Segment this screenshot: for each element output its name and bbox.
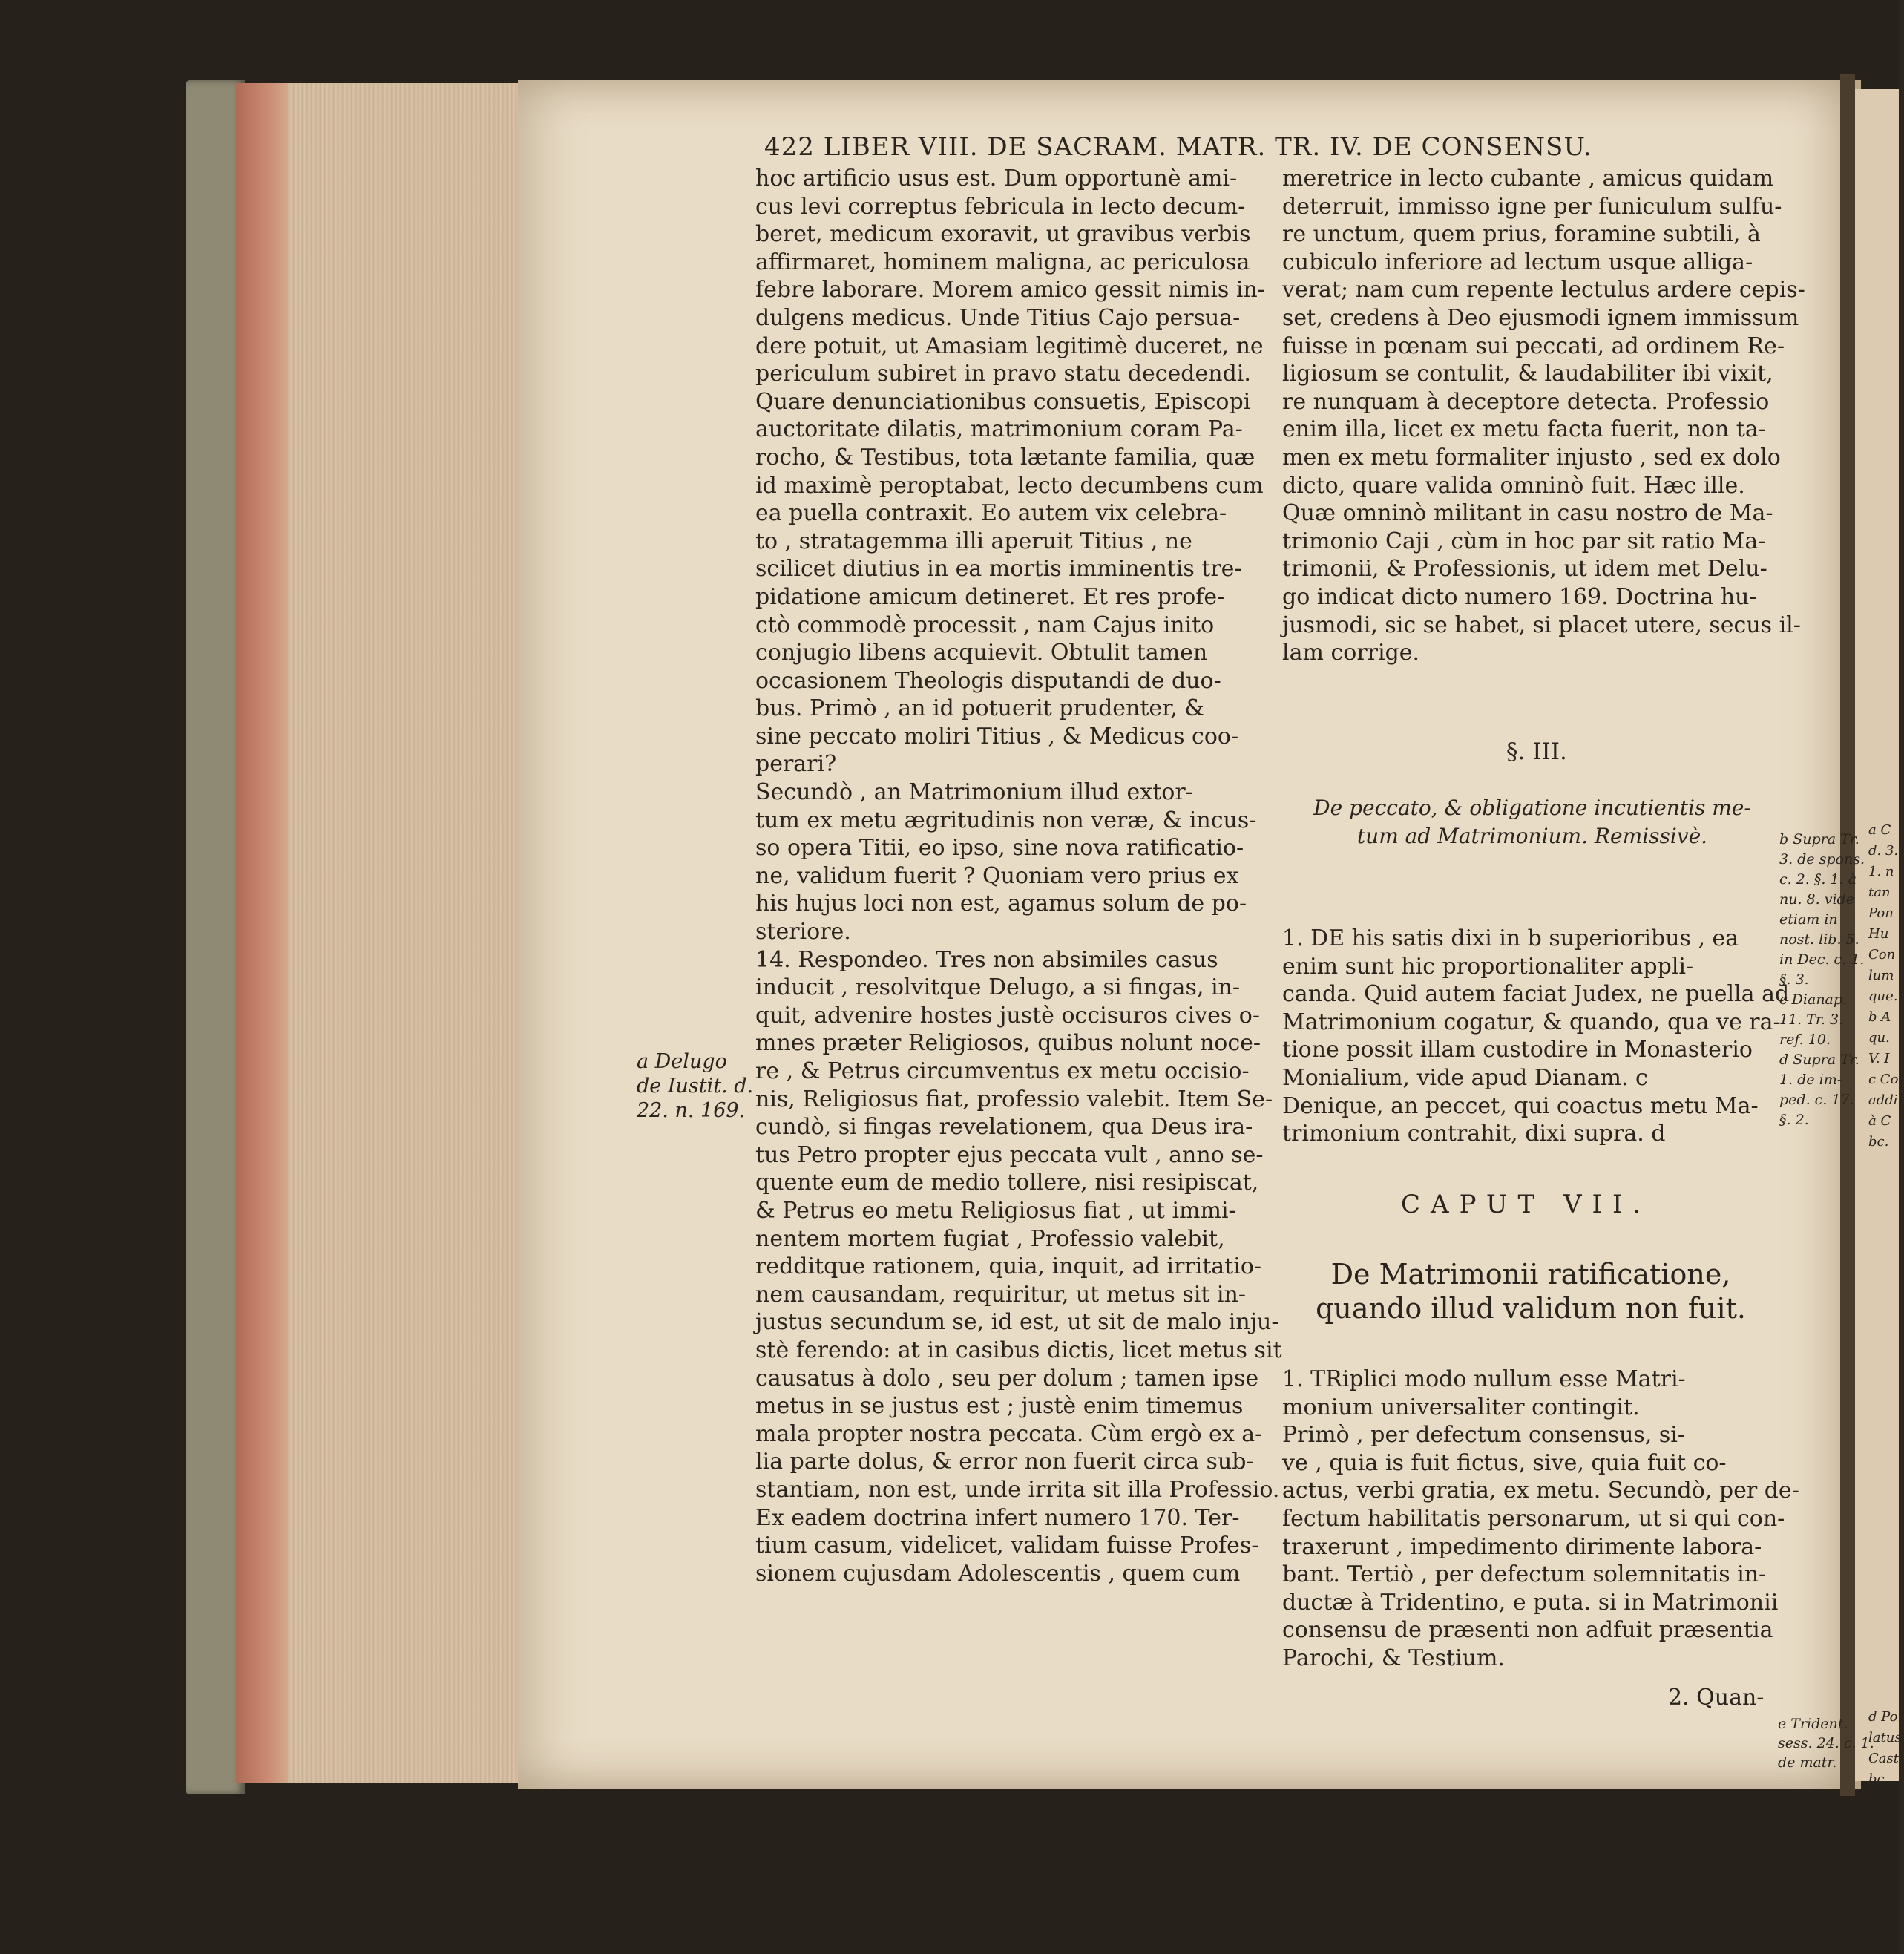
margin-note: Pon <box>1868 905 1894 921</box>
margin-note: b A <box>1868 1009 1891 1025</box>
margin-note: de matr. <box>1778 1754 1837 1771</box>
text-line: dulgens medicus. Unde Titius Cajo persua- <box>755 304 1241 331</box>
text-line: trimonio Caji , cùm in hoc par sit ratio Ma- <box>1282 528 1766 554</box>
text-line: stè ferendo: at in casibus dictis, licet metus sit <box>755 1337 1282 1363</box>
text-line: periculum subiret in pravo statu decedendi. <box>755 361 1251 387</box>
running-header: 422 LIBER VIII. DE SACRAM. MATR. TR. IV. DE CONSENSU. <box>764 132 1592 162</box>
text-line: enim sunt hic proportionaliter appli- <box>1282 953 1694 980</box>
text-line: consensu de præsenti non adfuit præsentia <box>1282 1617 1773 1644</box>
text-line: bus. Primò , an id potuerit prudenter, & <box>755 695 1205 722</box>
text-line: Parochi, & Testium. <box>1282 1645 1505 1671</box>
text-line: go indicat dicto numero 169. Doctrina hu- <box>1282 583 1757 610</box>
margin-note-left <box>637 1049 753 1123</box>
text-line: trimonii, & Professionis, ut idem met Delu- <box>1282 556 1767 583</box>
text-line: redditque rationem, quia, inquit, ad irritatio- <box>755 1253 1262 1280</box>
text-line: beret, medicum exoravit, ut gravibus verbis <box>755 221 1251 248</box>
text-line: ne, validum fuerit ? Quoniam vero prius ex <box>755 862 1239 889</box>
text-line: cundò, si fingas revelationem, qua Deus ira- <box>755 1114 1253 1141</box>
margin-note: Con <box>1868 947 1896 963</box>
text-line: jusmodi, sic se habet, si placet utere, secus il- <box>1282 612 1801 638</box>
text-line: & Petrus eo metu Religiosus fiat , ut immi- <box>755 1197 1236 1224</box>
text-line: ductæ à Tridentino, e puta. si in Matrimonii <box>1282 1589 1779 1616</box>
margin-note: 1. de im- <box>1779 1072 1842 1088</box>
text-line: Quæ omninò militant in casu nostro de Ma- <box>1282 500 1773 527</box>
text-line: re nunquam à deceptore detecta. Professio <box>1282 388 1770 415</box>
margin-note: nost. lib. 5. <box>1779 931 1859 948</box>
text-line: tione possit illam custodire in Monasterio <box>1282 1037 1753 1063</box>
margin-note: qu. <box>1868 1030 1890 1046</box>
margin-note: nu. 8. vide <box>1779 891 1854 908</box>
text-line: conjugio libens acquievit. Obtulit tamen <box>755 640 1208 666</box>
margin-note: bc. <box>1868 1771 1889 1787</box>
adjacent-page-margin-bottom <box>1868 1707 1904 1790</box>
text-line: verat; nam cum repente lectulus ardere cepis- <box>1282 277 1805 304</box>
text-line: Denique, an peccet, qui coactus metu Ma- <box>1282 1092 1759 1119</box>
margin-note: c Dianap. <box>1779 991 1848 1008</box>
text-line: inducit , resolvitque Delugo, a si fingas, in- <box>755 974 1241 1001</box>
margin-note: §. 3. <box>1779 971 1809 988</box>
text-line: 1. DE his satis dixi in b superioribus , ea <box>1282 925 1739 951</box>
text-line: steriore. <box>755 919 851 945</box>
adjacent-page-margin <box>1868 820 1898 1153</box>
text-line: ea puella contraxit. Eo autem vix celebra- <box>755 500 1227 527</box>
margin-note: b Supra Tr. <box>1779 831 1859 848</box>
text-line: bant. Tertiò , per defectum solemnitatis in- <box>1282 1561 1767 1588</box>
text-line: cubiculo inferiore ad lectum usque alliga- <box>1282 249 1753 275</box>
text-line: ve , quia is fuit fictus, sive, quia fuit co- <box>1282 1449 1727 1476</box>
text-line: nem causandam, requiritur, ut metus sit in- <box>755 1281 1246 1308</box>
margin-notes-right-bottom <box>1778 1714 1874 1772</box>
margin-note: d Supra Tr. <box>1779 1052 1859 1068</box>
text-line: hoc artificio usus est. Dum opportunè ami- <box>755 165 1238 191</box>
text-line: ctò commodè processit , nam Cajus inito <box>755 612 1215 638</box>
text-line: rocho, & Testibus, tota lætante familia, quæ <box>755 444 1255 471</box>
text-line: sine peccato moliri Titius , & Medicus coo- <box>755 723 1239 750</box>
text-line: Ex eadem doctrina infert numero 170. Ter- <box>755 1504 1240 1531</box>
text-line: Monialium, vide apud Dianam. c <box>1282 1064 1648 1091</box>
text-line: ligiosum se contulit, & laudabiliter ibi vixit, <box>1282 361 1773 387</box>
right-column-bottom <box>1282 1365 1799 1673</box>
text-line: enim illa, licet ex metu facta fuerit, non ta- <box>1282 416 1766 443</box>
text-line: Quare denunciationibus consuetis, Episcopi <box>755 388 1251 415</box>
margin-note: de Iustit. d. <box>637 1075 754 1098</box>
left-column <box>755 165 1282 1587</box>
margin-note: 1. n <box>1868 864 1894 879</box>
text-line: lam corrige. <box>1282 640 1420 666</box>
margin-note: addi <box>1868 1092 1898 1108</box>
text-line: quit, advenire hostes justè occisuros cives o- <box>755 1002 1261 1029</box>
text-line: pidatione amicum detineret. Et res profe- <box>755 583 1225 610</box>
margin-note: à C <box>1868 1113 1891 1129</box>
text-line: febre laborare. Morem amico gessit nimis in- <box>755 277 1265 304</box>
text-line: scilicet diutius in ea mortis imminentis tre- <box>755 556 1242 583</box>
text-line: perari? <box>755 751 837 778</box>
text-line: sionem cujusdam Adolescentis , quem cum <box>755 1560 1241 1587</box>
text-line: nentem mortem fugiat , Professio valebit, <box>755 1225 1225 1252</box>
margin-note: in Dec. c. 1. <box>1779 951 1865 968</box>
margin-note: c Co <box>1868 1072 1899 1087</box>
margin-note: 3. de spons. <box>1779 851 1865 868</box>
margin-note: sess. 24. c. 1. <box>1778 1735 1874 1751</box>
margin-note: ref. 10. <box>1779 1032 1831 1048</box>
text-line: occasionem Theologis disputandi de duo- <box>755 667 1221 694</box>
chapter-title: De Matrimonii ratificatione, quando illud validum non fuit. <box>1316 1258 1746 1325</box>
margin-note: latus <box>1868 1730 1902 1745</box>
text-line: so opera Titii, eo ipso, sine nova ratificatio- <box>755 835 1244 862</box>
text-line: set, credens à Deo ejusmodi ignem immissum <box>1282 304 1799 331</box>
margin-note: e Trident. <box>1778 1716 1848 1732</box>
text-line: to , stratagemma illi aperuit Titius , ne <box>755 528 1192 554</box>
margin-note: §. 2. <box>1779 1112 1809 1128</box>
margin-note: d Por <box>1868 1709 1904 1725</box>
text-line: men ex metu formaliter injusto , sed ex dolo <box>1282 444 1781 471</box>
text-line: dicto, quare valida omninò fuit. Hæc ille. <box>1282 472 1745 499</box>
text-line: deterruit, immisso igne per funiculum sulfu- <box>1282 193 1782 220</box>
margin-note: c. 2. §. 1. à <box>1779 871 1857 888</box>
text-line: mala propter nostra peccata. Cùm ergò ex a- <box>755 1420 1263 1447</box>
page-edges <box>236 83 518 1783</box>
text-line: tus Petro propter ejus peccata vult , anno se- <box>755 1141 1264 1168</box>
text-line: trimonium contrahit, dixi supra. d <box>1282 1121 1666 1147</box>
text-line: justus secundum se, id est, ut sit de malo inju- <box>755 1309 1279 1336</box>
margin-note: a Delugo <box>637 1050 727 1073</box>
section-title: De peccato, & obligatione incutientis me- tum ad Matrimonium. Remissivè. <box>1313 796 1751 848</box>
chapter-heading: CAPUT VII. <box>1401 1190 1652 1219</box>
text-line: 1. TRiplici modo nullum esse Matri- <box>1282 1366 1686 1392</box>
margin-note: a C <box>1868 822 1891 838</box>
section-heading: §. III. <box>1506 738 1567 765</box>
margin-notes-right <box>1779 830 1865 1130</box>
right-column-mid <box>1282 925 1789 1148</box>
text-line: causatus à dolo , seu per dolum ; tamen ipse <box>755 1365 1259 1391</box>
text-line: traxerunt , impedimento dirimente labora- <box>1282 1533 1762 1560</box>
margin-note: Hu <box>1868 926 1889 942</box>
margin-note: 11. Tr. 3. <box>1779 1012 1844 1028</box>
margin-note: Cast <box>1868 1751 1899 1766</box>
text-line: fectum habilitatis personarum, ut si qui con- <box>1282 1505 1785 1532</box>
text-line: cus levi correptus febricula in lecto decum- <box>755 193 1246 220</box>
text-line: dere potuit, ut Amasiam legitimè duceret, ne <box>755 332 1264 359</box>
text-line: tium casum, videlicet, validam fuisse Profes- <box>755 1532 1259 1559</box>
margin-note: bc. <box>1868 1134 1889 1150</box>
margin-note: etiam in <box>1779 911 1838 928</box>
text-line: quente eum de medio tollere, nisi resipiscat, <box>755 1170 1259 1196</box>
text-line: nis, Religiosus fiat, professio valebit. Item Se- <box>755 1086 1273 1112</box>
margin-note: d. 3. <box>1868 843 1899 859</box>
text-line: Matrimonium cogatur, & quando, qua ve ra- <box>1282 1009 1781 1035</box>
text-line: actus, verbi gratia, ex metu. Secundò, per de- <box>1282 1478 1799 1504</box>
text-line: lia parte dolus, & error non fuerit circa sub- <box>755 1449 1254 1475</box>
text-line: id maximè peroptabat, lecto decumbens cum <box>755 472 1264 499</box>
margin-note: tan <box>1868 885 1891 900</box>
margin-note: lum <box>1868 968 1894 983</box>
margin-note: V. I <box>1868 1051 1890 1066</box>
text-line: Primò , per defectum consensus, si- <box>1282 1422 1686 1449</box>
text-line: stantiam, non est, unde irrita sit illa Professio. <box>755 1476 1280 1503</box>
text-line: 14. Respondeo. Tres non absimiles casus <box>755 946 1218 973</box>
margin-note: que. <box>1868 989 1898 1004</box>
right-column-top <box>1282 165 1805 667</box>
text-line: his hujus loci non est, agamus solum de po- <box>755 891 1247 917</box>
text-line: meretrice in lecto cubante , amicus quidam <box>1282 165 1774 191</box>
text-line: re unctum, quem prius, foramine subtili, à <box>1282 221 1761 248</box>
margin-note: ped. c. 17. <box>1779 1092 1854 1108</box>
catchword: 2. Quan- <box>1668 1685 1765 1711</box>
text-line: Secundò , an Matrimonium illud extor- <box>755 779 1193 806</box>
text-line: metus in se justus est ; justè enim timemus <box>755 1393 1244 1420</box>
text-line: re , & Petrus circumventus ex metu occisio- <box>755 1058 1250 1084</box>
text-line: monium universaliter contingit. <box>1282 1394 1640 1420</box>
text-line: fuisse in pœnam sui peccati, ad ordinem Re- <box>1282 332 1785 359</box>
text-line: auctoritate dilatis, matrimonium coram Pa- <box>755 416 1243 443</box>
text-line: canda. Quid autem faciat Judex, ne puella ad <box>1282 981 1790 1008</box>
text-line: affirmaret, hominem maligna, ac periculosa <box>755 249 1250 275</box>
text-line: tum ex metu ægritudinis non veræ, & incus- <box>755 807 1257 833</box>
margin-note: 22. n. 169. <box>637 1099 746 1122</box>
text-line: mnes præter Religiosos, quibus nolunt noce- <box>755 1030 1261 1057</box>
